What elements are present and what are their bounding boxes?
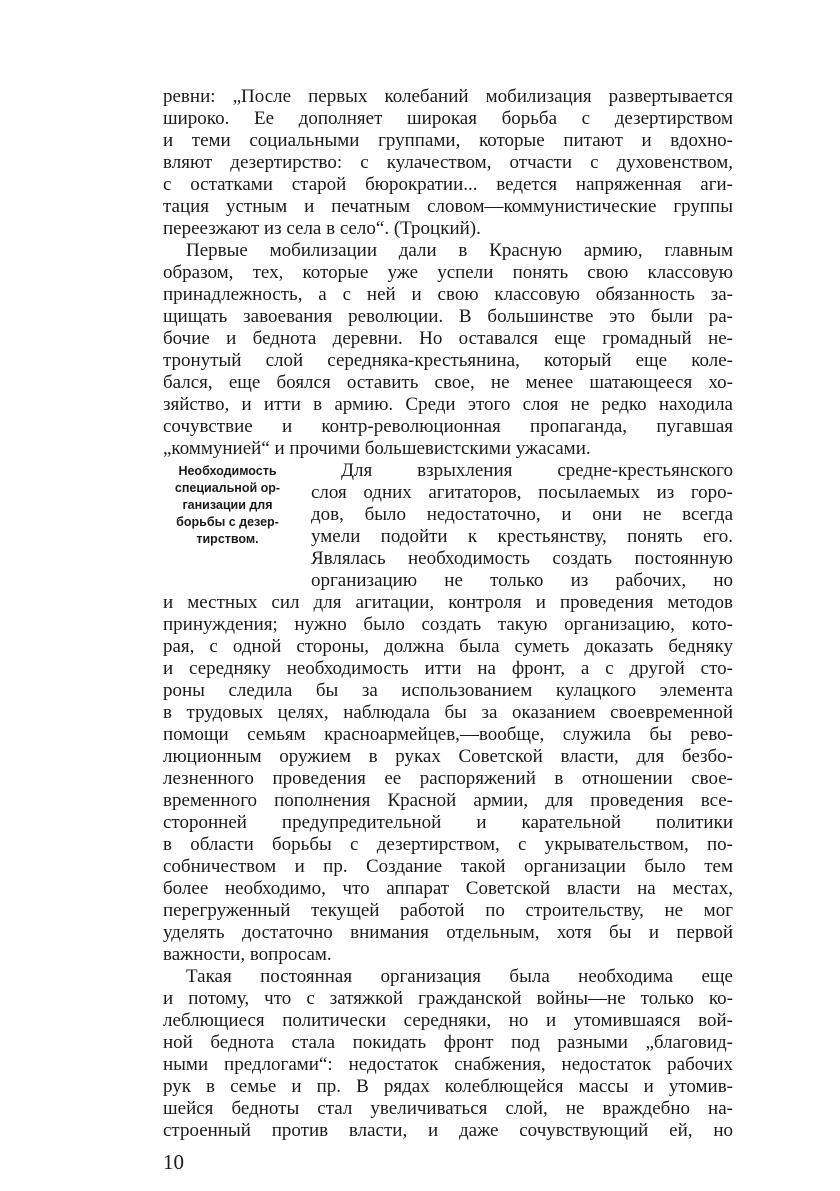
text-line: образом, тех, которые уже успели понять свою классовую xyxy=(163,262,733,283)
text-line: лезненного проведения ее распоряжений в отношении свое- xyxy=(163,768,733,789)
text-line: и теми социальными группами, которые питают и вдохно- xyxy=(163,130,733,151)
text-line: ревни: „После первых колебаний мобилизация развертывается xyxy=(163,86,733,107)
text-line: строенный против власти, и даже сочувствующий ей, но xyxy=(163,1120,733,1141)
text-line: важности, вопросам. xyxy=(163,944,332,965)
text-line: роны следила бы за использованием кулацкого элемента xyxy=(163,680,733,701)
text-line: щищать завоевания революции. В большинстве это были ра- xyxy=(163,306,733,327)
text-line: помощи семьям красноармейцев,—вообще, служила бы рево- xyxy=(163,724,733,745)
text-line: зяйство, и итти в армию. Среди этого слоя не редко находила xyxy=(163,394,733,415)
text-line: в области борьбы с дезертирством, с укрывательством, по- xyxy=(163,834,733,855)
text-line: и местных сил для агитации, контроля и проведения методов xyxy=(163,592,733,613)
text-line: принуждения; нужно было создать такую организацию, кото- xyxy=(163,614,733,635)
text-line: рук в семье и пр. В рядах колеблющейся массы и утомив- xyxy=(163,1076,733,1097)
text-line: ной беднота стала покидать фронт под разными „благовид- xyxy=(163,1032,733,1053)
page-number: 10 xyxy=(163,1150,184,1174)
margin-note-line: специальной ор- xyxy=(174,481,281,495)
margin-note-line: борьбы с дезер- xyxy=(176,515,279,529)
text-line: вляют дезертирство: с кулачеством, отчасти с духовенством, xyxy=(163,152,733,173)
text-line: уделять достаточно внимания отдельным, хотя бы и первой xyxy=(163,922,733,943)
text-line: ными предлогами“: недостаток снабжения, недостаток рабочих xyxy=(163,1054,733,1075)
text-line: слоя одних агитаторов, посылаемых из горо- xyxy=(311,482,733,503)
margin-note-line: тирством. xyxy=(196,532,259,546)
margin-note-line: Необходимость xyxy=(178,464,277,478)
text-line: рая, с одной стороны, должна была суметь доказать бедняку xyxy=(163,636,733,657)
text-line: Первые мобилизации дали в Красную армию, главным xyxy=(186,240,733,261)
text-line: „коммунией“ и прочими большевистскими ужасами. xyxy=(163,438,591,459)
text-line: принадлежность, а с ней и свою классовую обязанность за- xyxy=(163,284,733,305)
text-line: тация устным и печатным словом—коммунистические группы xyxy=(163,196,733,217)
margin-note xyxy=(155,463,300,548)
text-line: и середняку необходимость итти на фронт, а с другой сто- xyxy=(163,658,733,679)
text-line: умели подойти к крестьянству, понять его. xyxy=(311,526,733,547)
text-line: широко. Ее дополняет широкая борьба с дезертирством xyxy=(163,108,733,129)
text-line: тронутый слой середняка-крестьянина, который еще коле- xyxy=(163,350,733,371)
text-line: шейся бедноты стал увеличиваться слой, не враждебно на- xyxy=(163,1098,733,1119)
text-line: с остатками старой бюрократии... ведется напряженная аги- xyxy=(163,174,733,195)
text-line: Для взрыхления средне-крестьянского xyxy=(341,460,733,481)
text-line: сочувствие и контр-революционная пропаганда, пугавшая xyxy=(163,416,733,437)
text-line: леблющиеся политически середняки, но и утомившаяся вой- xyxy=(163,1010,733,1031)
text-line: Такая постоянная организация была необходима еще xyxy=(186,966,733,987)
text-line: собничеством и пр. Создание такой организации было тем xyxy=(163,856,733,877)
text-line: бался, еще боялся оставить свое, не менее шатающееся хо- xyxy=(163,372,733,393)
text-line: организацию не только из рабочих, но xyxy=(311,570,733,591)
text-line: временного пополнения Красной армии, для проведения все- xyxy=(163,790,733,811)
text-line: перегруженный текущей работой по строительству, не мог xyxy=(163,900,733,921)
text-line: переезжают из села в село“. (Троцкий). xyxy=(163,218,481,239)
margin-note-line: ганизации для xyxy=(182,498,273,512)
text-line: в трудовых целях, наблюдала бы за оказанием своевременной xyxy=(163,702,733,723)
text-line: дов, было недостаточно, и они не всегда xyxy=(311,504,733,525)
text-line: и потому, что с затяжкой гражданской войны—не только ко- xyxy=(163,988,733,1009)
text-line: сторонней предупредительной и карательной политики xyxy=(163,812,733,833)
text-line: более необходимо, что аппарат Советской власти на местах, xyxy=(163,878,733,899)
text-line: люционным оружием в руках Советской власти, для безбо- xyxy=(163,746,733,767)
text-line: Являлась необходимость создать постоянную xyxy=(311,548,733,569)
text-line: бочие и беднота деревни. Но оставался еще громадный не- xyxy=(163,328,733,349)
